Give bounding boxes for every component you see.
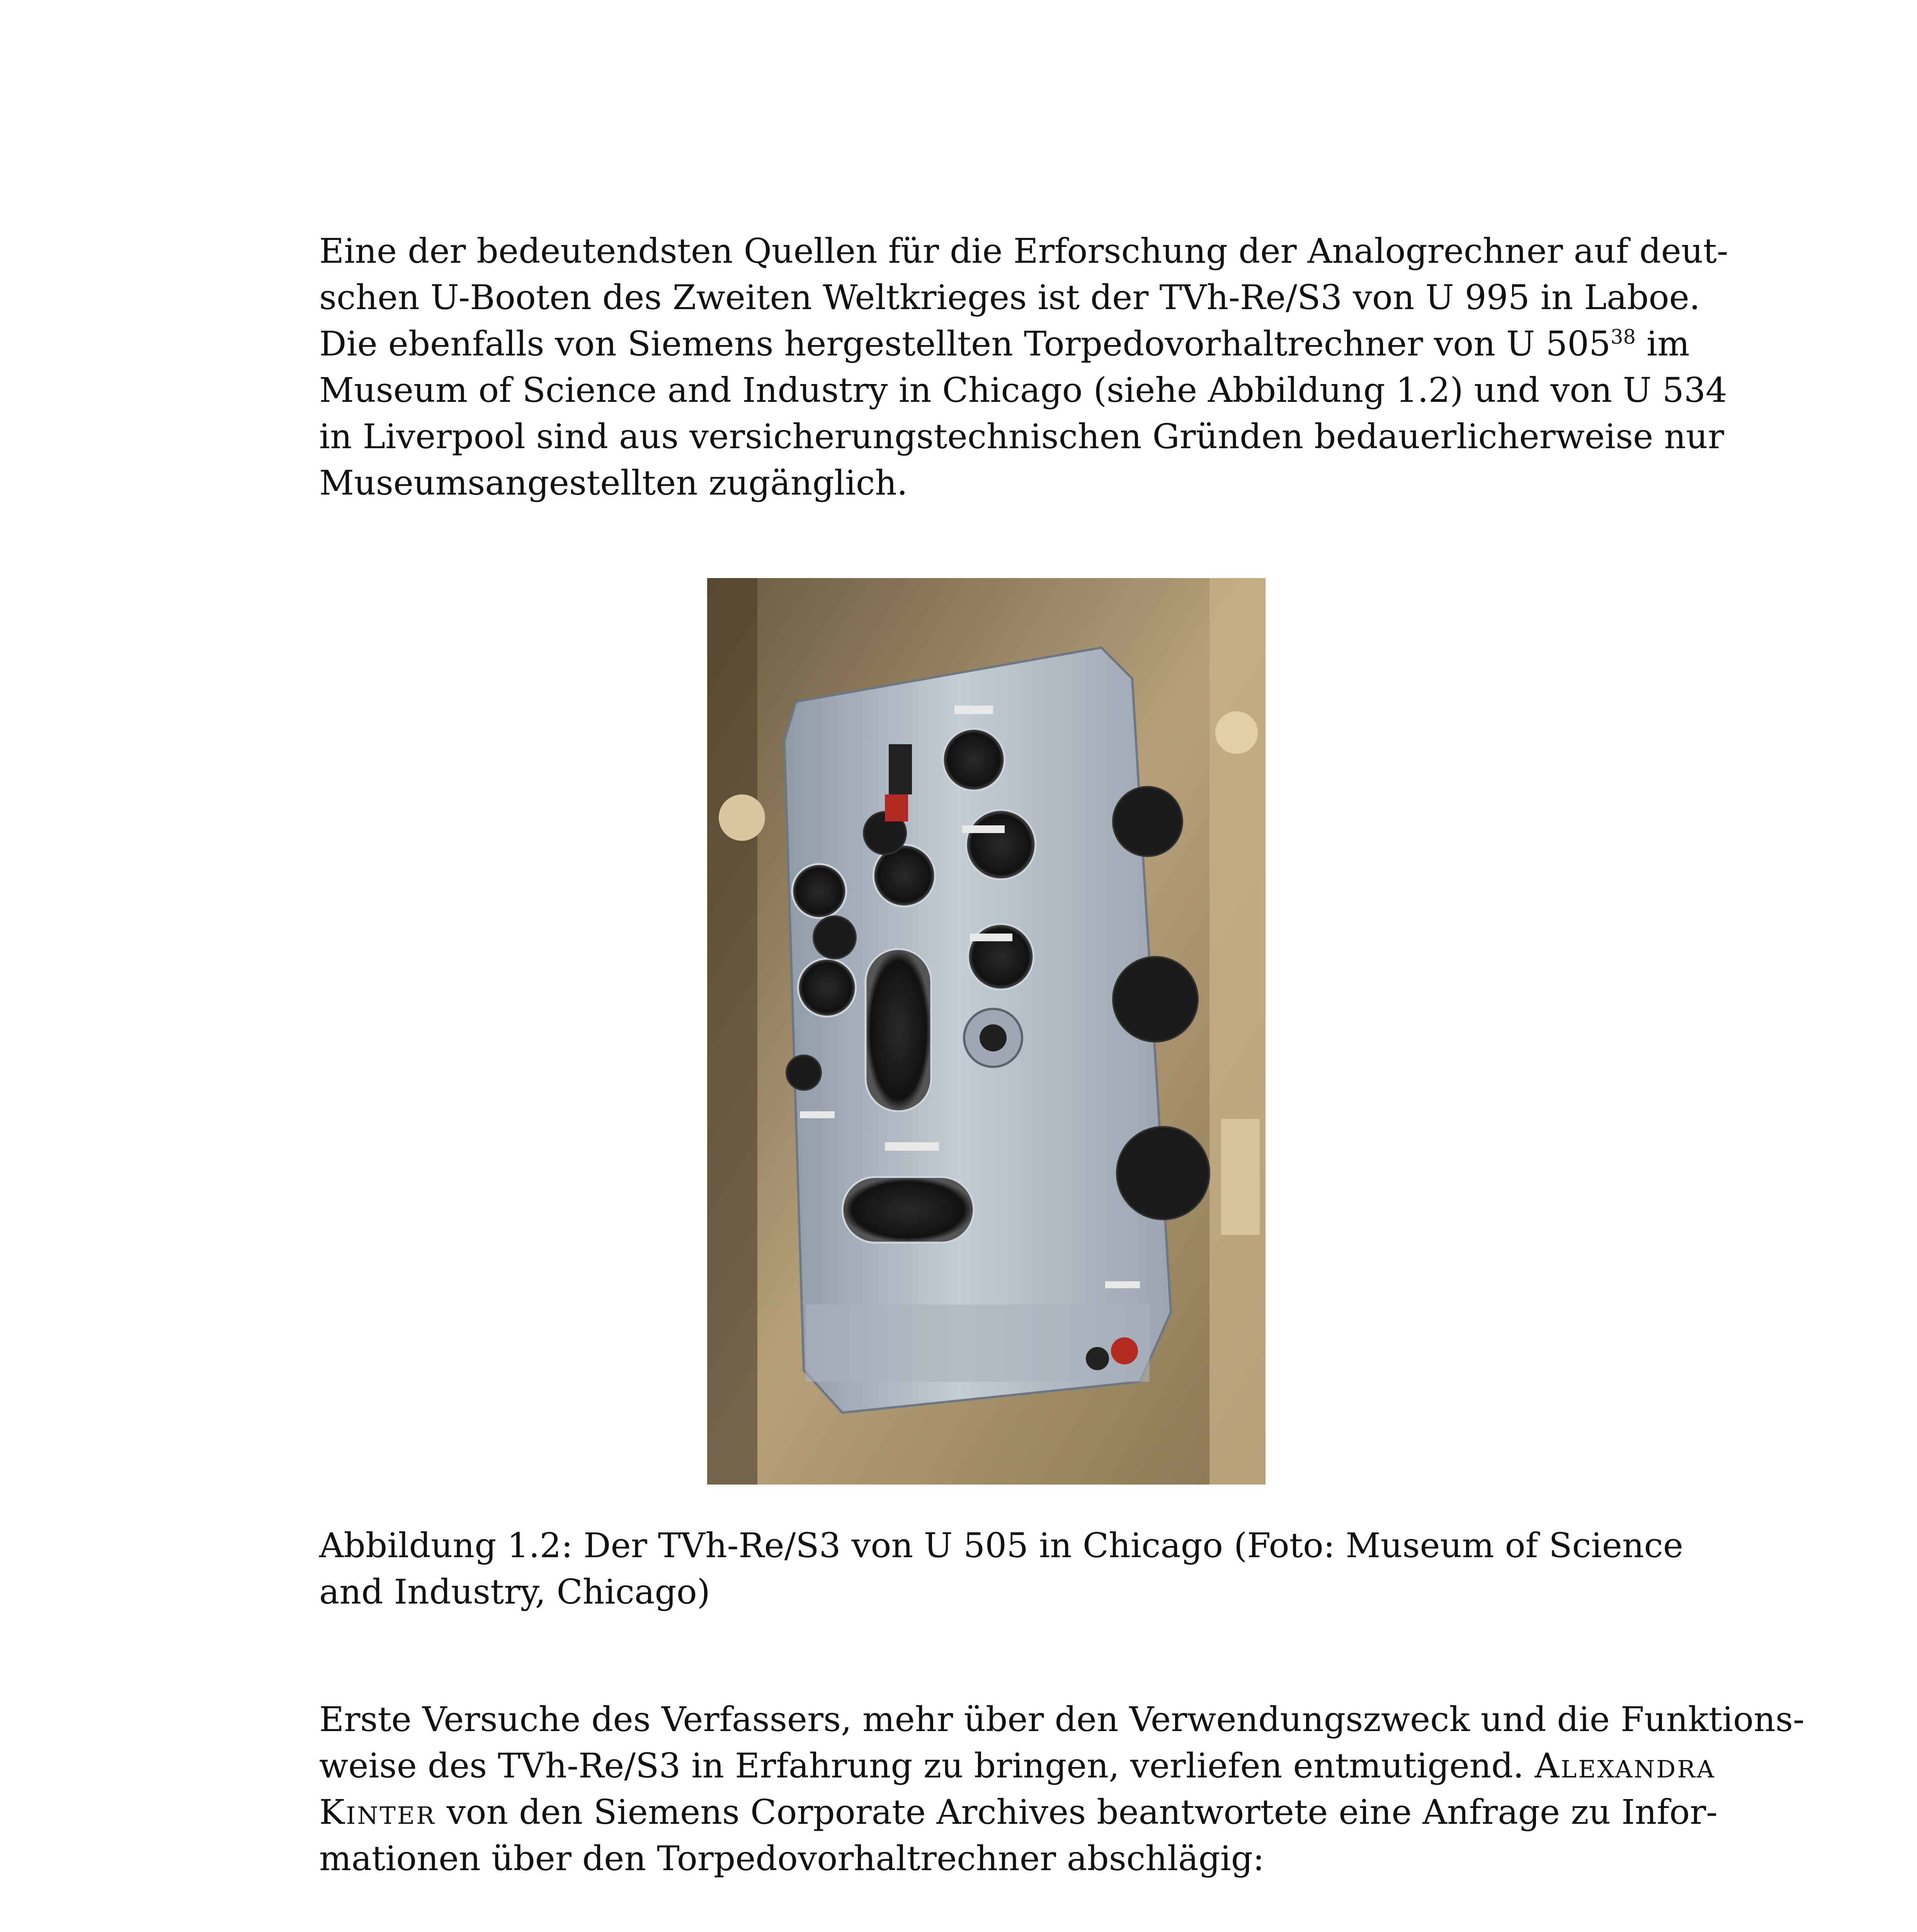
text-line: in Liverpool sind aus versicherungstechnischen Gründen bedauerlicherweise nur bbox=[319, 417, 1724, 456]
author-name-last: Kinter bbox=[319, 1792, 436, 1832]
text-line: Museumsangestellten zugänglich. bbox=[319, 463, 908, 503]
figure-photo bbox=[707, 578, 1266, 1485]
text-line: Erste Versuche des Verfassers, mehr über den Verwendungszweck und die Funktions- bbox=[319, 1699, 1805, 1739]
text-line: mationen über den Torpedovorhaltrechner abschlägig: bbox=[319, 1838, 1264, 1878]
text-line: weise des TVh-Re/S3 in Erfahrung zu bringen, verliefen entmutigend. Alexandra bbox=[319, 1746, 1716, 1786]
caption-line: Abbildung 1.2: Der TVh-Re/S3 von U 505 in Chicago (Foto: Museum of Science bbox=[319, 1526, 1684, 1565]
author-name-first: Alexandra bbox=[1534, 1746, 1716, 1786]
text-line: Die ebenfalls von Siemens hergestellten Torpedovorhaltrechner von U $505^{38}$ im bbox=[319, 324, 1690, 364]
body-paragraph-2 bbox=[319, 1696, 1805, 1882]
footnote-ref-38[interactable]: 38 bbox=[1611, 326, 1636, 349]
body-paragraph-1 bbox=[319, 228, 1728, 506]
figure-caption bbox=[319, 1522, 1684, 1615]
text-line: Kinter von den Siemens Corporate Archives beantwortete eine Anfrage zu Infor- bbox=[319, 1792, 1718, 1832]
text-line: Eine der bedeutendsten Quellen für die Erforschung der Analogrechner auf deut- bbox=[319, 231, 1728, 271]
text-line: Museum of Science and Industry in Chicago (siehe Abbildung 1.2) und von U 534 bbox=[319, 370, 1727, 410]
text-line: schen U-Booten des Zweiten Weltkrieges ist der TVh-Re/S3 von U 995 in Laboe. bbox=[319, 277, 1700, 317]
caption-line: and Industry, Chicago) bbox=[319, 1572, 710, 1612]
